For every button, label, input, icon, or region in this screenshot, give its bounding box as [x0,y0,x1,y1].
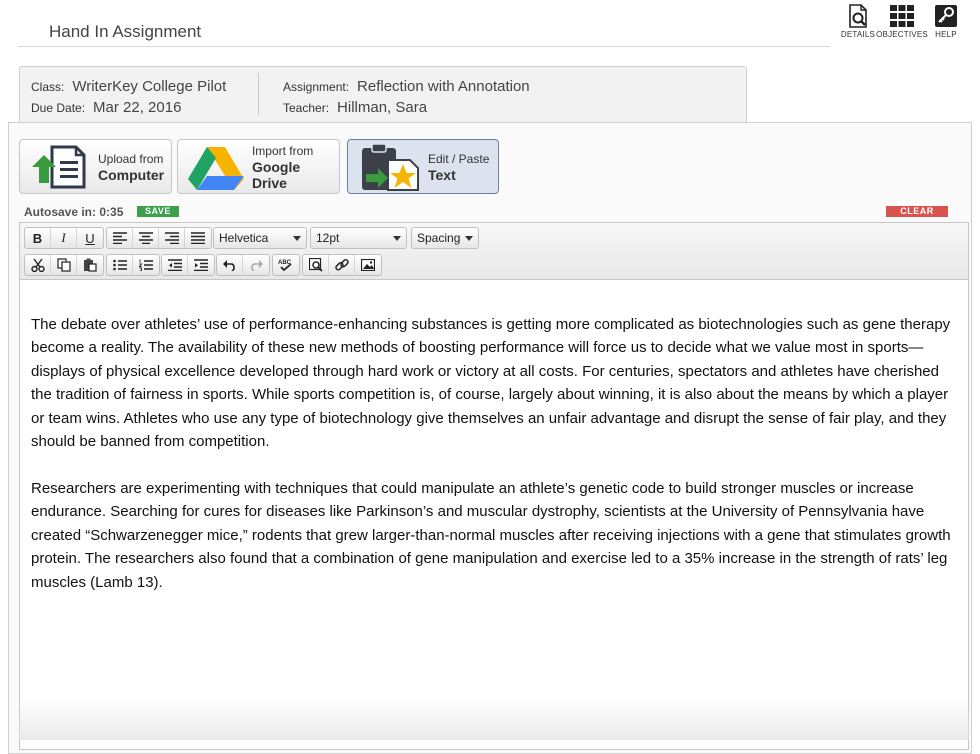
align-right-icon [165,232,179,244]
underline-button[interactable]: U [85,230,95,246]
align-left-icon [113,232,127,244]
link-button[interactable] [329,255,355,275]
class-value: WriterKey College Pilot [72,78,227,95]
list-group [106,254,160,276]
chevron-down-icon [293,236,301,241]
outdent-button[interactable] [162,255,188,275]
undo-button[interactable] [217,255,243,275]
objectives-button[interactable] [876,4,928,39]
spacing-value: Spacing [417,231,461,245]
chevron-down-icon [393,236,401,241]
edit-line2: Text [428,166,456,183]
text-style-group [24,227,104,249]
teacher-value: Hillman, Sara [337,99,428,116]
due-date-label: Due Date: [31,101,86,115]
import-line1: Import from [251,143,314,158]
font-size-select[interactable] [310,227,407,249]
svg-text:ABC: ABC [278,260,291,266]
title-divider [18,46,830,47]
paste-button[interactable] [77,255,103,275]
cut-button[interactable] [25,255,51,275]
upload-document-icon [30,143,90,191]
autosave-status: Autosave in: 0:35 [24,205,124,219]
alignment-group [106,227,212,249]
teacher-row [283,99,427,116]
image-icon [361,259,375,271]
save-button[interactable]: SAVE [137,206,179,217]
undo-icon [223,259,237,271]
teacher-label: Teacher: [283,101,330,115]
align-center-icon [139,232,153,244]
paragraph-1: The debate over athletes’ use of performance-enhancing substances is getting more complicated as biotechnologies such as gene therapy become a reality. The availability of these new methods of boosting performance will force us to decide what we value most in sports—displays of physical excellence developed through hard work or victory at all costs. For centuries, spectators and athletes have cherished the tradition of fairness in sports. While sports competition is, of course, largely about winning, it is also about the means by which a player or team wins. Athletes who use any type of biotechnology give themselves an unfair advantage and disrupt the sense of fair play, and they should be banned from competition. [31,316,951,451]
paragraph-2: Researchers are experimenting with techniques that could manipulate an athlete’s genetic code to build stronger muscles or increase endurance. Searching for cures for diseases like Parkinson’s and muscular dystrophy, scientists at the University of Pennsylvania have created “Schwarzenegger mice,” rodents that grew larger-than-normal muscles after receiving injections with a gene that stimulates growth protein. The researchers also found that a combination of gene manipulation and exercise led to a 35% increase in the strength of rats’ leg muscles (Lamb 13). [31,480,951,591]
help-key-icon [934,4,958,28]
text-editor[interactable] [19,280,969,750]
find-button[interactable] [303,255,329,275]
chevron-down-icon [465,236,473,241]
indent-group [161,254,215,276]
class-label: Class: [31,80,65,94]
import-line2: Google Drive [251,158,301,191]
assignment-row [283,78,530,95]
class-row [31,78,226,95]
details-button[interactable] [838,4,878,39]
import-google-drive-button[interactable] [177,139,340,194]
find-icon [309,258,323,272]
help-button[interactable] [926,4,966,39]
upload-line2: Computer [98,166,165,183]
editor-toolbar [19,222,969,280]
align-right-button[interactable] [159,228,185,248]
top-nav [838,4,966,39]
info-divider [258,73,259,115]
image-button[interactable] [355,255,381,275]
outdent-icon [168,259,182,271]
bulleted-list-icon [113,259,127,271]
assignment-label: Assignment: [283,80,350,94]
redo-icon [249,259,263,271]
redo-button[interactable] [243,255,269,275]
history-group [216,254,270,276]
assignment-value: Reflection with Annotation [357,78,530,95]
align-center-button[interactable] [133,228,159,248]
spacing-select[interactable] [411,227,479,249]
font-family-value: Helvetica [219,231,269,245]
help-label: HELP [935,30,957,39]
indent-button[interactable] [188,255,214,275]
indent-icon [194,259,208,271]
upload-from-computer-button[interactable] [19,139,172,194]
spellcheck-group [272,254,300,276]
spellcheck-icon [278,258,294,272]
google-drive-icon [188,144,244,190]
clipboard-group [24,254,104,276]
page-title: Hand In Assignment [49,22,202,41]
link-icon [335,258,349,272]
edit-paste-text-button[interactable] [347,139,499,194]
font-family-select[interactable] [213,227,307,249]
copy-button[interactable] [51,255,77,275]
insert-group [302,254,382,276]
align-left-button[interactable] [107,228,133,248]
spellcheck-button[interactable] [273,255,299,275]
align-justify-button[interactable] [185,228,211,248]
clear-button[interactable]: CLEAR [886,206,948,217]
edit-line1: Edit / Paste [428,151,490,166]
scroll-fade [19,700,969,740]
objectives-label: OBJECTIVES [876,30,928,39]
numbered-list-icon [139,259,153,271]
objectives-grid-icon [889,4,915,28]
italic-button[interactable]: I [51,228,77,248]
cut-icon [31,258,45,272]
clipboard-paste-icon [358,142,420,192]
upload-line1: Upload from [98,151,164,166]
font-size-value: 12pt [316,231,340,245]
details-icon [847,4,869,28]
bold-button[interactable]: B [25,228,51,248]
copy-icon [57,258,71,272]
align-justify-icon [191,232,205,244]
bulleted-list-button[interactable] [107,255,133,275]
due-date-row [31,99,181,116]
details-label: DETAILS [840,30,876,39]
paste-icon [83,258,97,272]
numbered-list-button[interactable] [133,255,159,275]
assignment-info-panel [19,66,747,123]
due-date-value: Mar 22, 2016 [93,99,182,116]
